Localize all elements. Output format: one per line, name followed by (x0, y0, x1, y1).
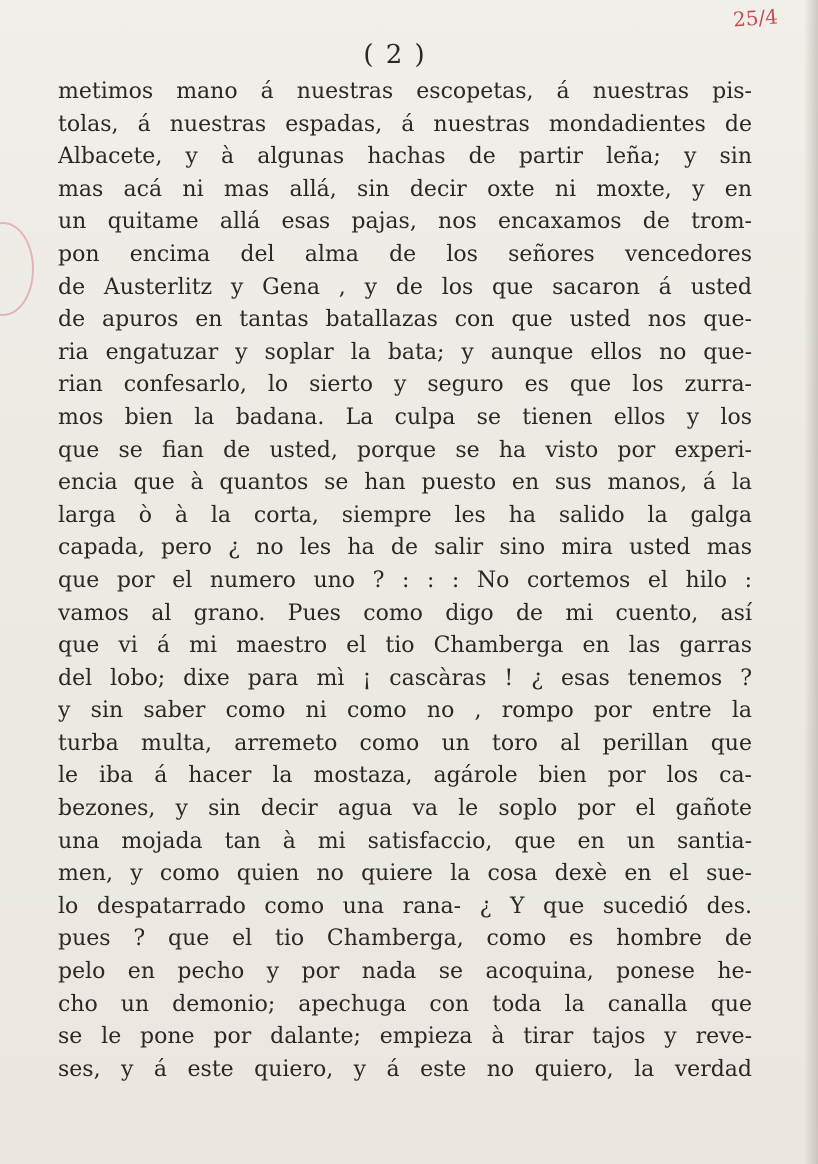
library-stamp-fragment (0, 222, 34, 316)
text-line: le iba á hacer la mostaza, agárole bien por los ca- (58, 763, 752, 789)
text-line: tolas, á nuestras espadas, á nuestras mondadientes de (58, 111, 752, 137)
text-line: vamos al grano. Pues como digo de mi cuento, así (58, 600, 752, 626)
text-line: mos bien la badana. La culpa se tienen ellos y los (58, 404, 752, 430)
text-line: ria engatuzar y soplar la bata; y aunque ellos no que- (58, 339, 752, 365)
text-line: un quitame allá esas pajas, nos encaxamos de trom- (58, 209, 752, 235)
text-line: una mojada tan à mi satisfaccio, que en un santia- (58, 828, 752, 854)
text-line: turba multa, arremeto como un toro al perillan que (58, 730, 752, 756)
handwritten-corner-note: 25/4 (732, 4, 779, 32)
page-number: ( 2 ) (363, 40, 427, 70)
text-line: que se fian de usted, porque se ha visto por experi- (58, 437, 752, 463)
text-line: encia que à quantos se han puesto en sus manos, á la (58, 470, 752, 496)
text-line: capada, pero ¿ no les ha de salir sino mira usted mas (58, 535, 752, 561)
text-line: men, y como quien no quiere la cosa dexè en el sue- (58, 861, 752, 887)
text-line: que vi á mi maestro el tio Chamberga en las garras (58, 633, 752, 659)
text-line: que por el numero uno ? : : : No cortemos el hilo : (58, 567, 752, 593)
text-line: de Austerlitz y Gena , y de los que sacaron á usted (58, 274, 752, 300)
text-line: pon encima del alma de los señores vencedores (58, 241, 752, 267)
body-text (58, 76, 752, 1086)
text-line: pelo en pecho y por nada se acoquina, ponese he- (58, 959, 752, 985)
page-edge-shadow (804, 0, 818, 1164)
text-line: metimos mano á nuestras escopetas, á nuestras pis- (58, 79, 752, 104)
text-line: del lobo; dixe para mì ¡ cascàras ! ¿ esas tenemos ? (58, 665, 752, 691)
text-line: larga ò à la corta, siempre les ha salido la galga (58, 502, 752, 528)
text-line: bezones, y sin decir agua va le soplo por el gañote (58, 796, 752, 822)
text-line: pues ? que el tio Chamberga, como es hombre de (58, 926, 752, 952)
text-line: se le pone por dalante; empieza à tirar tajos y reve- (58, 1024, 752, 1050)
text-line: de apuros en tantas batallazas con que usted nos que- (58, 307, 752, 333)
text-line: ses, y á este quiero, y á este no quiero, la verdad (58, 1056, 752, 1082)
text-line: cho un demonio; apechuga con toda la canalla que (58, 991, 752, 1017)
text-line: Albacete, y à algunas hachas de partir leña; y sin (58, 144, 752, 170)
text-line: lo despatarrado como una rana- ¿ Y que sucedió des. (58, 893, 752, 919)
text-line: rian confesarlo, lo sierto y seguro es que los zurra- (58, 372, 752, 398)
text-line: y sin saber como ni como no , rompo por entre la (58, 698, 752, 724)
text-line: mas acá ni mas allá, sin decir oxte ni moxte, y en (58, 176, 752, 202)
